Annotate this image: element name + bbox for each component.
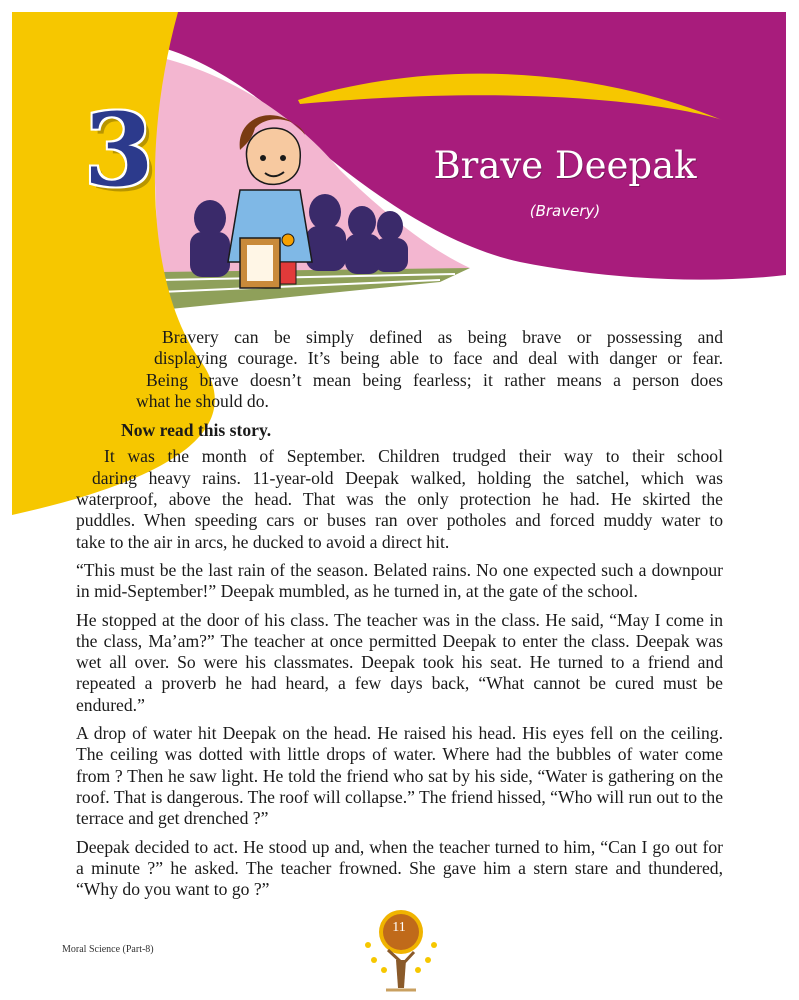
page-number-medal	[356, 900, 446, 995]
chapter-title: Brave Deepak	[433, 144, 697, 187]
story-paragraph: A drop of water hit Deepak on the head. He raised his head. His eyes fell on the ceiling. The ceiling was dotted with little drops of water. Where had the bubbles of water come from ? Then he saw light. He told the friend who sat by his side, “Water is gathering on the roof. That is dangerous. The roof will collapse.” The friend hissed, “Who will run out to the terrace and get drenched ?”	[76, 723, 723, 829]
story-line: puddles. When speeding cars or buses ran over potholes and forced muddy water to	[76, 510, 723, 531]
story-line: waterproof, above the head. That was the only protection he had. He skirted the	[76, 489, 723, 510]
story-line: daring heavy rains. 11-year-old Deepak walked, holding the satchel, which was	[92, 467, 723, 488]
intro-line: what he should do.	[136, 390, 269, 411]
story-line: It was the month of September. Children trudged their way to their school	[104, 446, 723, 467]
intro-line: Bravery can be simply defined as being brave or possessing and	[162, 327, 723, 347]
chapter-number: 3	[84, 91, 154, 209]
story-paragraph	[0, 446, 799, 552]
intro-paragraph	[0, 327, 799, 412]
story-paragraph: Deepak decided to act. He stood up and, when the teacher turned to him, “Can I go out for a minute ?” he asked. The teacher frowned. She gave him a stern stare and thundered, “Why do you want to go ?”	[76, 836, 723, 900]
chapter-subtitle: (Bravery)	[529, 202, 601, 220]
book-title-footer: Moral Science (Part-8)	[62, 944, 154, 955]
story-lede: Now read this story.	[121, 420, 272, 441]
chapter-body	[0, 327, 799, 907]
page-number: 11	[392, 920, 406, 935]
story-paragraph: “This must be the last rain of the season. Belated rains. No one expected such a downpour in mid-September!” Deepak mumbled, as he turned in, at the gate of the school.	[76, 559, 723, 602]
intro-line: displaying courage. It’s being able to face and deal with danger or fear.	[154, 348, 723, 369]
intro-line: Being brave doesn’t mean being fearless; it rather means a person does	[146, 369, 723, 390]
story-paragraph: He stopped at the door of his class. The teacher was in the class. He said, “May I come in the class, Ma’am?” The teacher at once permitted Deepak to enter the class. Deepak was wet all over. So were his classmates. Deepak took his seat. He turned to a friend and repeated a proverb he had heard, a few days back, “What cannot be cured must be endured.”	[76, 609, 723, 715]
story-line: take to the air in arcs, he ducked to avoid a direct hit.	[76, 531, 450, 552]
